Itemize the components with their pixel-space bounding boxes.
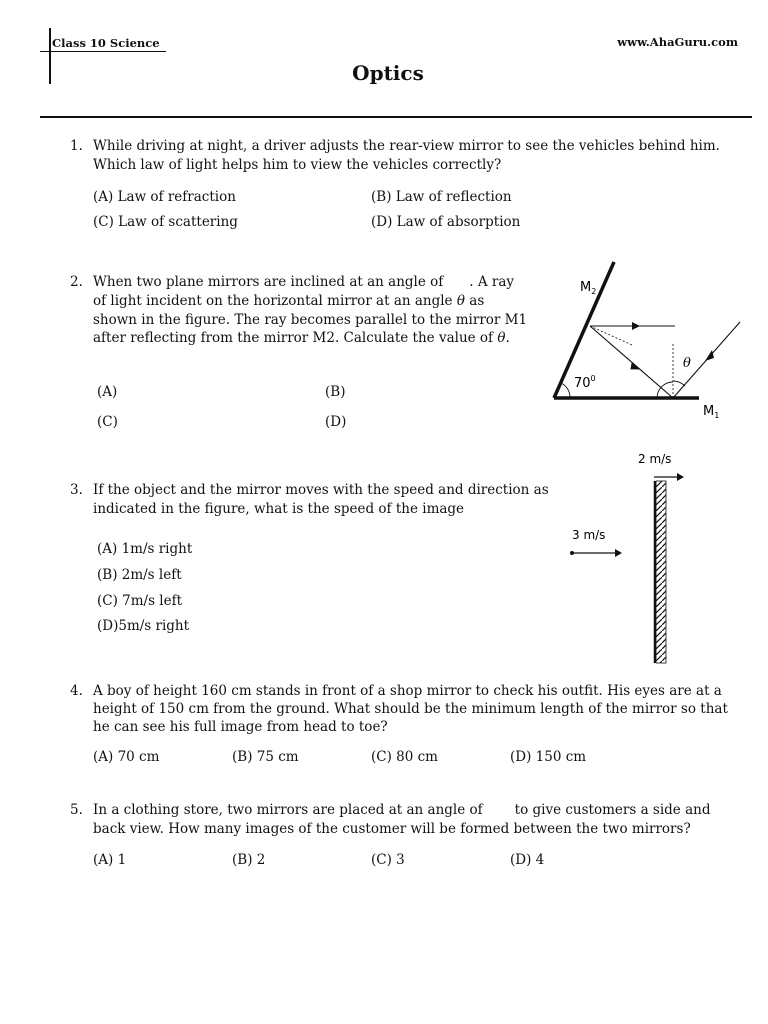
- option-c: (C) 80 cm: [371, 749, 438, 765]
- option-d: (D) 150 cm: [510, 749, 587, 765]
- question-text-line: shown in the figure. The ray becomes parallel to the mirror M1: [93, 312, 528, 328]
- question-number: 5.: [70, 802, 83, 818]
- mirror-speed-label: 2 m/s: [638, 452, 672, 466]
- option-a: (A): [97, 384, 118, 400]
- question-number: 4.: [70, 683, 83, 699]
- arrowhead: [630, 361, 640, 370]
- question-text-part: In a clothing store, two mirrors are placed at an angle of: [93, 802, 483, 818]
- question-text-part: after reflecting from the mirror M2. Calculate the value of: [93, 330, 494, 346]
- normal-line: [590, 326, 632, 345]
- question-text-line: While driving at night, a driver adjusts the rear-view mirror to see the vehicles behind him.: [93, 138, 720, 154]
- mirror: [656, 481, 666, 663]
- option-c: (C) Law of scattering: [93, 214, 238, 230]
- option-b: (B) 2m/s left: [97, 567, 182, 583]
- option-d: (D) 4: [510, 852, 545, 868]
- m1-label: $M_1$: [703, 404, 720, 420]
- object-speed-label: 3 m/s: [572, 528, 606, 542]
- page-title: Optics: [352, 61, 424, 85]
- question-text-line: [93, 273, 514, 292]
- question-text-part: . A ray: [469, 274, 515, 290]
- option-c: (C) 3: [371, 852, 405, 868]
- subject-label: Class 10 Science: [52, 36, 160, 50]
- arrowhead: [677, 473, 684, 481]
- option-d: (D)5m/s right: [97, 618, 190, 634]
- question-text-line: he can see his full image from head to toe?: [93, 719, 388, 735]
- question-text-line: If the object and the mirror moves with the speed and direction as: [93, 482, 549, 498]
- question-number: 1.: [70, 138, 83, 154]
- option-a: (A) 1m/s right: [97, 541, 193, 557]
- option-a: (A) 1: [93, 852, 127, 868]
- question-text-line: height of 150 cm from the ground. What should be the minimum length of the mirror so that: [93, 701, 728, 717]
- theta-symbol: θ: [456, 293, 465, 309]
- seventy-degree-arc: [561, 383, 570, 398]
- option-c: (C): [97, 414, 118, 430]
- header-underline: [40, 51, 166, 52]
- option-d: (D): [325, 414, 347, 430]
- option-b: (B) 75 cm: [232, 749, 299, 765]
- option-c: (C) 7m/s left: [97, 593, 183, 609]
- option-a: (A) Law of refraction: [93, 189, 236, 205]
- question-text-part: of light incident on the horizontal mirror at an angle: [93, 293, 453, 309]
- question-text-part: .: [505, 330, 510, 346]
- reflected-ray: [590, 326, 673, 398]
- question-text-line: indicated in the figure, what is the speed of the image: [93, 501, 465, 517]
- arrowhead: [632, 322, 640, 330]
- mirror-angle-figure: [540, 255, 755, 430]
- question-text-line: [93, 329, 510, 348]
- question-text-part: as: [469, 293, 485, 309]
- option-a: (A) 70 cm: [93, 749, 160, 765]
- arrowhead: [615, 549, 622, 557]
- question-text-line: A boy of height 160 cm stands in front of a shop mirror to check his outfit. His eyes are at a: [93, 683, 722, 699]
- theta-label: θ: [683, 356, 691, 371]
- seventy-degree-label: $70^0$: [574, 374, 596, 391]
- question-number: 2.: [70, 274, 83, 290]
- option-b: (B) Law of reflection: [371, 189, 512, 205]
- option-b: (B): [325, 384, 346, 400]
- question-number: 3.: [70, 482, 83, 498]
- question-text-line: back view. How many images of the customer will be formed between the two mirrors?: [93, 821, 691, 837]
- question-text-part: When two plane mirrors are inclined at an angle of: [93, 274, 444, 290]
- theta-arc: [673, 381, 685, 386]
- option-b: (B) 2: [232, 852, 266, 868]
- question-text-line: [93, 801, 710, 820]
- question-text-line: Which law of light helps him to view the vehicles correctly?: [93, 157, 502, 173]
- theta-symbol: θ: [497, 330, 506, 346]
- option-d: (D) Law of absorption: [371, 214, 521, 230]
- moving-mirror-figure: [560, 445, 700, 670]
- arrowhead: [705, 350, 714, 361]
- header-rule: [40, 116, 752, 118]
- question-text-line: [93, 292, 484, 311]
- site-url: www.AhaGuru.com: [617, 35, 738, 49]
- m2-label: $M_2$: [580, 280, 597, 296]
- question-text-part: to give customers a side and: [514, 802, 711, 818]
